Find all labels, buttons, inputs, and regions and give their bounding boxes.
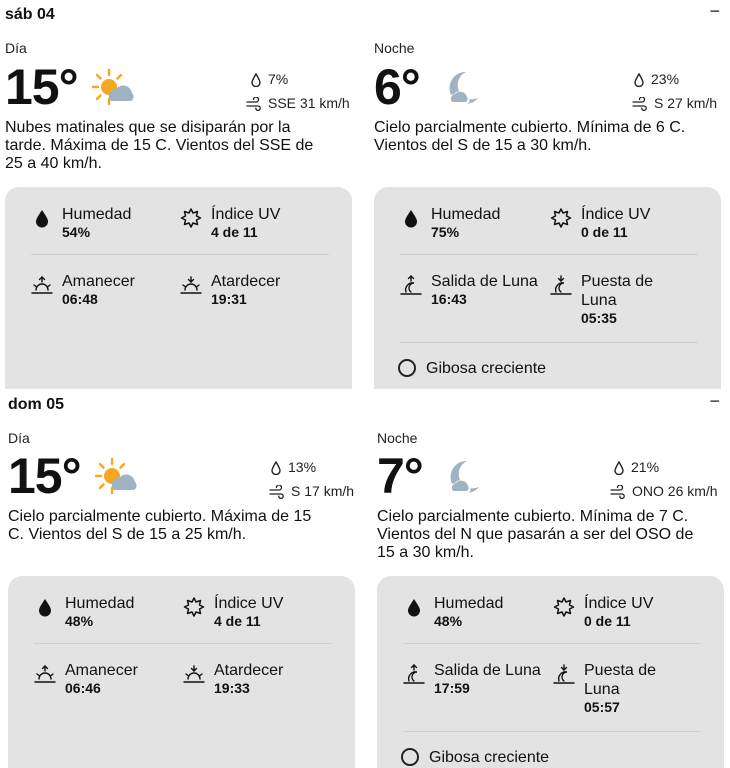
sunset-value: 19:31 xyxy=(211,291,247,307)
sunrise-icon xyxy=(31,274,53,296)
moonset-value: 05:57 xyxy=(584,699,620,715)
precip-stat xyxy=(250,71,288,87)
wind-stat xyxy=(632,95,717,111)
uv-label: Índice UV xyxy=(211,206,281,223)
temperature: 6° xyxy=(374,59,420,115)
uv-value: 0 de 11 xyxy=(584,613,631,629)
uv-label: Índice UV xyxy=(581,206,651,223)
moonrise-label: Salida de Luna xyxy=(434,662,541,679)
wind-value: S 27 km/h xyxy=(654,95,718,111)
moonset-value: 05:35 xyxy=(581,310,617,326)
moonrise-icon xyxy=(403,663,425,685)
moonrise-icon xyxy=(400,274,422,296)
card-divider xyxy=(34,643,332,644)
uv-sun-icon xyxy=(183,596,205,618)
partly-sunny-icon xyxy=(94,455,140,501)
precip-stat xyxy=(633,71,679,87)
moonset-icon xyxy=(553,663,575,685)
period-label: Noche xyxy=(377,430,418,446)
wind-icon xyxy=(269,485,285,499)
precip-stat xyxy=(270,459,316,475)
uv-label: Índice UV xyxy=(214,595,284,612)
wind-icon xyxy=(610,485,626,499)
night-panel xyxy=(374,0,729,389)
details-card xyxy=(5,187,352,389)
partly-cloudy-night-icon xyxy=(440,66,486,112)
sunrise-label: Amanecer xyxy=(65,662,138,679)
temperature: 15° xyxy=(8,448,81,504)
humidity-drop-icon xyxy=(400,207,422,229)
wind-value: ONO 26 km/h xyxy=(632,483,718,499)
sunset-value: 19:33 xyxy=(214,680,250,696)
uv-label: Índice UV xyxy=(584,595,654,612)
wind-stat xyxy=(269,483,354,499)
moon-phase-icon xyxy=(398,359,416,377)
uv-sun-icon xyxy=(553,596,575,618)
humidity-drop-icon xyxy=(31,207,53,229)
moon-phase-label: Gibosa creciente xyxy=(426,360,547,377)
humidity-value: 48% xyxy=(65,613,94,629)
moonset-label: Puesta de Luna xyxy=(584,662,657,698)
moonrise-label: Salida de Luna xyxy=(431,273,538,290)
drop-icon xyxy=(270,461,282,475)
temperature: 7° xyxy=(377,448,423,504)
precip-value: 23% xyxy=(651,71,680,87)
details-card xyxy=(374,187,721,389)
day-panel xyxy=(5,0,360,389)
drop-icon xyxy=(250,73,262,87)
period-label: Noche xyxy=(374,40,415,56)
wind-value: SSE 31 km/h xyxy=(268,95,350,111)
temperature: 15° xyxy=(5,59,78,115)
period-label: Día xyxy=(8,430,30,446)
partly-cloudy-night-icon xyxy=(441,455,487,501)
minus-icon[interactable]: − xyxy=(709,391,720,411)
uv-sun-icon xyxy=(550,207,572,229)
uv-sun-icon xyxy=(180,207,202,229)
sunset-icon xyxy=(183,663,205,685)
details-card xyxy=(8,576,355,768)
day-section-dom-05 xyxy=(0,389,730,768)
minus-icon[interactable]: − xyxy=(709,1,720,21)
humidity-drop-icon xyxy=(403,596,425,618)
card-divider xyxy=(31,254,329,255)
humidity-drop-icon xyxy=(34,596,56,618)
humidity-value: 48% xyxy=(434,613,463,629)
sunset-label: Atardecer xyxy=(214,662,284,679)
moon-phase-label: Gibosa creciente xyxy=(429,749,550,766)
moon-phase-icon xyxy=(401,748,419,766)
sunrise-value: 06:48 xyxy=(62,291,98,307)
wind-stat xyxy=(246,95,350,111)
wind-value: S 17 km/h xyxy=(291,483,355,499)
precip-stat xyxy=(613,459,659,475)
forecast-description: Nubes matinales que se disiparán por la tarde. Máxima de 15 C. Vientos del SSE de 25 a 40 km/h. xyxy=(5,119,314,172)
sunset-icon xyxy=(180,274,202,296)
card-divider xyxy=(403,731,701,732)
moonset-label: Puesta de Luna xyxy=(581,273,654,309)
partly-sunny-icon xyxy=(91,66,137,112)
card-divider xyxy=(400,254,698,255)
drop-icon xyxy=(613,461,625,475)
precip-value: 21% xyxy=(631,459,660,475)
day-header: dom 05 xyxy=(8,396,65,413)
night-panel xyxy=(377,389,730,768)
sunset-label: Atardecer xyxy=(211,273,281,290)
card-divider xyxy=(403,643,701,644)
humidity-value: 75% xyxy=(431,224,460,240)
precip-value: 7% xyxy=(268,71,289,87)
drop-icon xyxy=(633,73,645,87)
humidity-value: 54% xyxy=(62,224,91,240)
wind-icon xyxy=(246,97,262,111)
uv-value: 0 de 11 xyxy=(581,224,628,240)
moon-phase xyxy=(398,359,546,378)
period-label: Día xyxy=(5,40,27,56)
wind-icon xyxy=(632,97,648,111)
sunrise-label: Amanecer xyxy=(62,273,135,290)
humidity-label: Humedad xyxy=(431,206,501,223)
moonrise-value: 17:59 xyxy=(434,680,470,696)
moonrise-value: 16:43 xyxy=(431,291,467,307)
precip-value: 13% xyxy=(288,459,317,475)
sunrise-value: 06:46 xyxy=(65,680,101,696)
forecast-description: Cielo parcialmente cubierto. Máxima de 15 C. Vientos del S de 15 a 25 km/h. xyxy=(8,508,312,543)
humidity-label: Humedad xyxy=(434,595,504,612)
card-divider xyxy=(400,342,698,343)
details-card xyxy=(377,576,724,768)
uv-value: 4 de 11 xyxy=(211,224,258,240)
wind-stat xyxy=(610,483,718,499)
humidity-label: Humedad xyxy=(62,206,132,223)
day-header: sáb 04 xyxy=(5,6,55,23)
sunrise-icon xyxy=(34,663,56,685)
moonset-icon xyxy=(550,274,572,296)
moon-phase xyxy=(401,748,549,767)
humidity-label: Humedad xyxy=(65,595,135,612)
day-panel xyxy=(8,389,363,768)
forecast-description: Cielo parcialmente cubierto. Mínima de 6 C. Vientos del S de 15 a 30 km/h. xyxy=(374,119,686,154)
uv-value: 4 de 11 xyxy=(214,613,261,629)
forecast-description: Cielo parcialmente cubierto. Mínima de 7 C. Vientos del N que pasarán a ser del OSO de 15 a 30 km/h. xyxy=(377,508,694,561)
